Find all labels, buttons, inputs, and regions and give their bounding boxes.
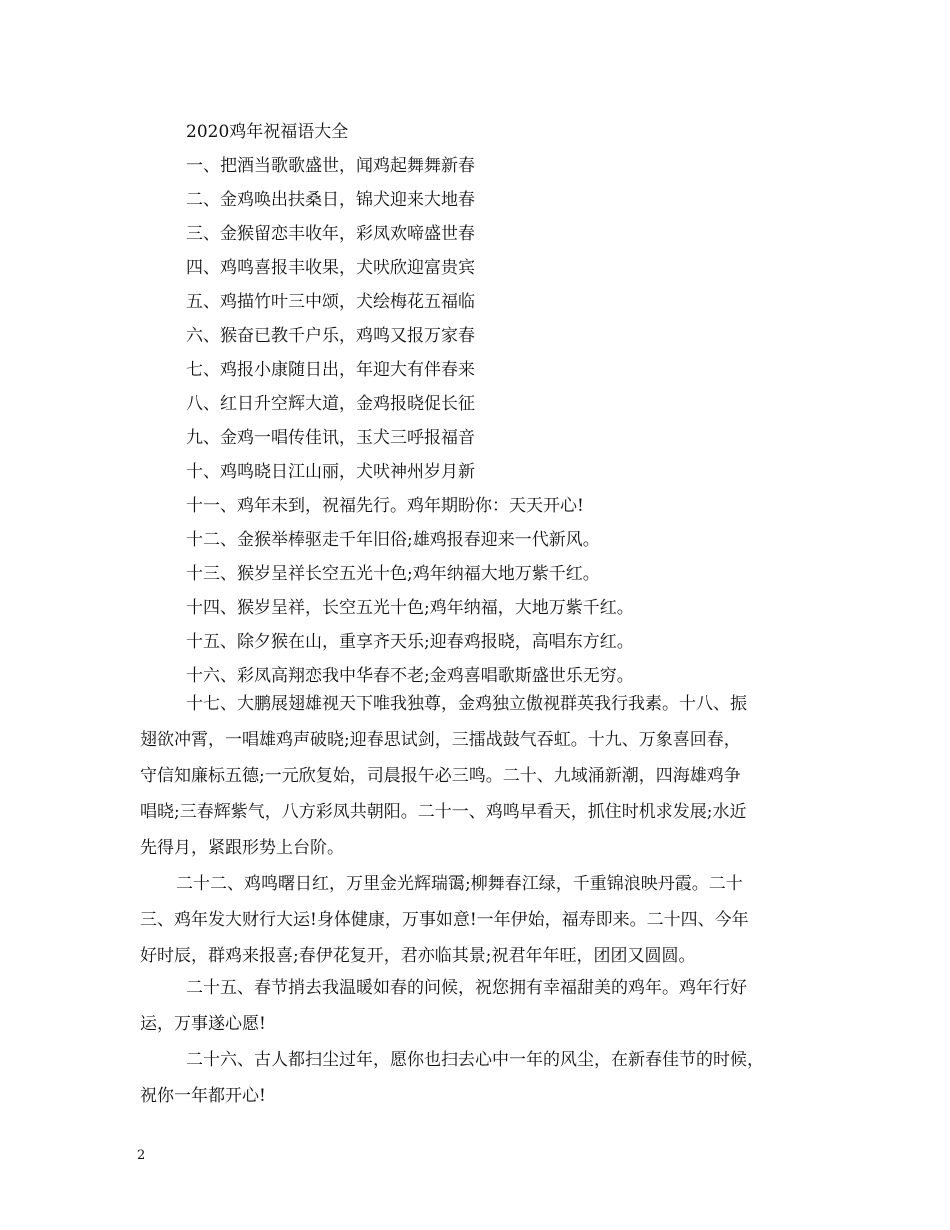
blessing-line: 十四、猴岁呈祥，长空五光十色;鸡年纳福，大地万紫千红。 xyxy=(186,598,634,618)
paragraph-line: 祝你一年都开心! xyxy=(140,1086,266,1106)
blessing-line: 九、金鸡一唱传佳讯，玉犬三呼报福音 xyxy=(186,428,475,448)
paragraph-25 xyxy=(140,970,830,1042)
blessing-line: 七、鸡报小康随日出，年迎大有伴春来 xyxy=(186,360,475,380)
blessing-line: 六、猴奋已教千户乐，鸡鸣又报万家春 xyxy=(186,326,475,346)
blessing-line: 二、金鸡唤出扶桑日，锦犬迎来大地春 xyxy=(186,190,475,210)
paragraph-line: 三、鸡年发大财行大运!身体健康，万事如意!一年伊始，福寿即来。二十四、今年 xyxy=(140,910,749,930)
blessing-line: 一、把酒当歌歌盛世，闻鸡起舞舞新春 xyxy=(186,156,475,176)
blessing-line: 十二、金猴举棒驱走千年旧俗;雄鸡报春迎来一代新风。 xyxy=(186,530,600,550)
paragraph-line: 先得月，紧跟形势上台阶。 xyxy=(140,838,344,858)
paragraph-17 xyxy=(140,686,830,866)
paragraph-line: 唱晓;三春辉紫气，八方彩凤共朝阳。二十一、鸡鸣早看天，抓住时机求发展;水近 xyxy=(140,802,747,822)
blessing-line: 十、鸡鸣晓日江山丽，犬吠神州岁月新 xyxy=(186,462,475,482)
document-title: 2020鸡年祝福语大全 xyxy=(186,122,349,142)
blessing-line: 十五、除夕猴在山，重享齐天乐;迎春鸡报晓，高唱东方红。 xyxy=(186,632,634,652)
paragraph-line: 运，万事遂心愿! xyxy=(140,1014,266,1034)
blessing-line: 八、红日升空辉大道，金鸡报晓促长征 xyxy=(186,394,475,414)
paragraph-line: 二十六、古人都扫尘过年，愿你也扫去心中一年的风尘，在新春佳节的时候， xyxy=(186,1050,764,1070)
paragraph-line: 好时辰，群鸡来报喜;春伊花复开，君亦临其景;祝君年年旺，团团又圆圆。 xyxy=(140,946,696,966)
blessing-line: 四、鸡鸣喜报丰收果，犬吠欣迎富贵宾 xyxy=(186,258,475,278)
page-number: 2 xyxy=(137,1148,146,1163)
blessing-line: 十一、鸡年未到，祝福先行。鸡年期盼你：天天开心! xyxy=(186,496,584,516)
paragraph-line: 二十五、春节捎去我温暖如春的问候，祝您拥有幸福甜美的鸡年。鸡年行好 xyxy=(186,978,747,998)
paragraph-line: 十七、大鹏展翅雄视天下唯我独尊，金鸡独立傲视群英我行我素。十八、振 xyxy=(186,694,747,714)
paragraph-line: 翅欲冲霄，一唱雄鸡声破晓;迎春思试剑，三擂战鼓气吞虹。十九、万象喜回春， xyxy=(140,730,741,750)
blessing-line: 五、鸡描竹叶三中颂，犬绘梅花五福临 xyxy=(186,292,475,312)
blessing-line: 三、金猴留恋丰收年，彩凤欢啼盛世春 xyxy=(186,224,475,244)
blessing-line: 十三、猴岁呈祥长空五光十色;鸡年纳福大地万紫千红。 xyxy=(186,564,600,584)
paragraph-22 xyxy=(140,866,830,974)
paragraph-line: 二十二、鸡鸣曙日红，万里金光辉瑞霭;柳舞春江绿，千重锦浪映丹霞。二十 xyxy=(176,874,743,894)
paragraph-26 xyxy=(140,1042,830,1114)
paragraph-line: 守信知廉标五德;一元欣复始，司晨报午必三鸣。二十、九域涌新潮，四海雄鸡争 xyxy=(140,766,741,786)
blessing-line: 十六、彩凤高翔恋我中华春不老;金鸡喜唱歌斯盛世乐无穷。 xyxy=(186,666,634,686)
